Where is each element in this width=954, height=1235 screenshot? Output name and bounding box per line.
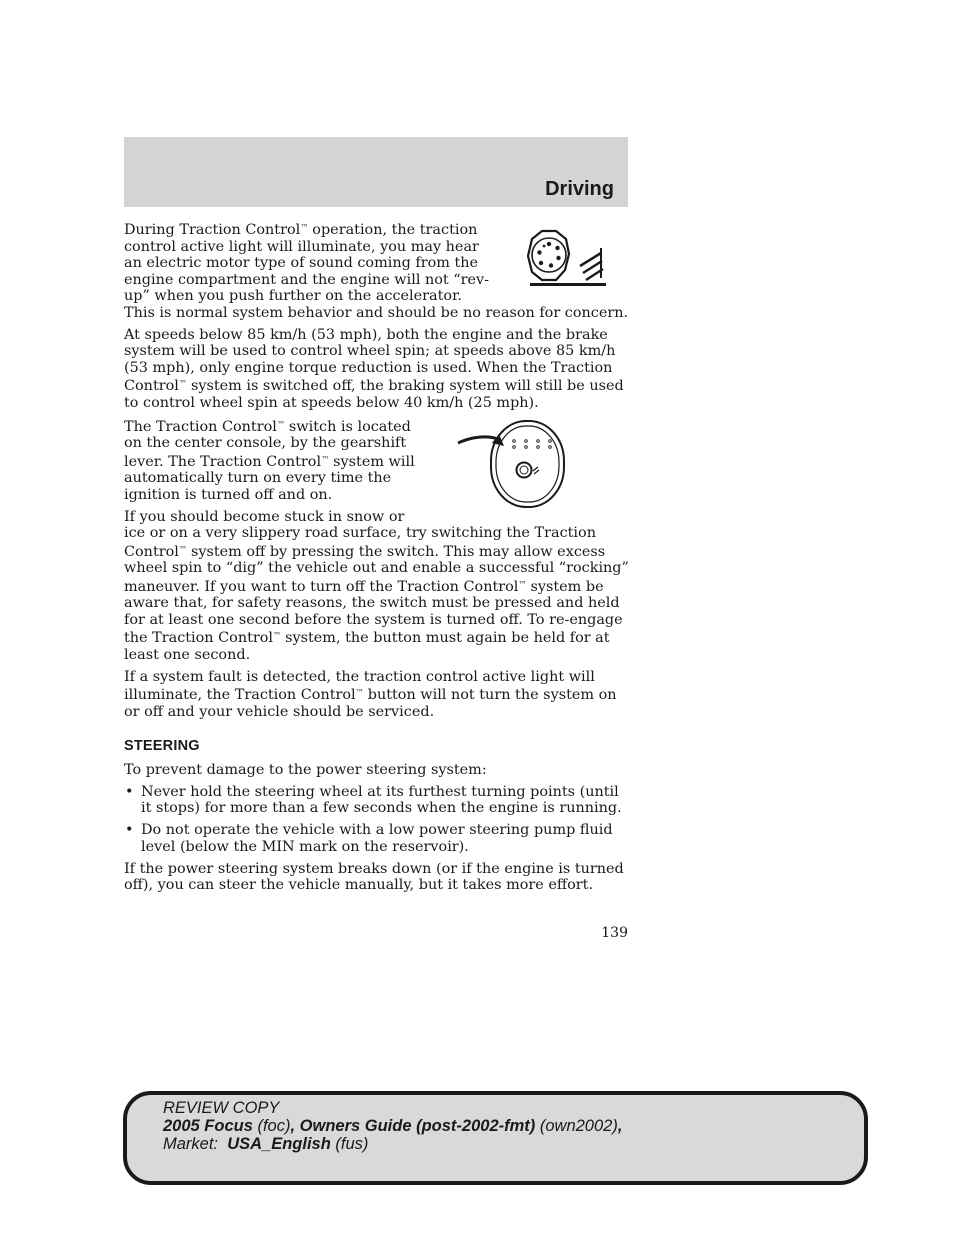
bullet: • [125, 783, 134, 800]
list-item: • Do not operate the vehicle with a low power steering pump fluid level (below the MIN mark on the reservoir). [125, 822, 613, 855]
steering-heading: STEERING [124, 738, 200, 754]
paragraph: If you should become stuck in snow or ice or on a very slippery road surface, try switching the Traction Control™ system off by pressing the switch. This may allow excess wheel spin to “dig” the vehicle out and enable a successful “rocking” maneuver. If you want to turn off the Traction Control™ system be aware that, for safety reasons, the switch must be pressed and held for at least one second before the system is turned off. To re-engage the Traction Control™ system, the button must again be held for at least one second. [124, 508, 629, 663]
traction-control-switch-location-icon [456, 417, 596, 517]
review-copy-label: REVIEW COPY [163, 1099, 280, 1117]
bullet: • [125, 822, 134, 838]
page-number: 139 [601, 925, 628, 941]
traction-control-switch-figure [430, 417, 630, 517]
review-copy-footer [123, 1091, 868, 1185]
section-title: Driving [545, 178, 614, 200]
page-content [124, 220, 630, 899]
paragraph: At speeds below 85 km/h (53 mph), both the engine and the brake system will be used to control wheel spin; at speeds above 85 km/h (53 mph), only engine torque reduction is used. When the Traction Control™ system is switched off, the braking system will still be used to control wheel spin at speeds below 40 km/h (25 mph). [124, 326, 624, 411]
paragraph: During Traction Control™ operation, the traction control active light will illuminate, you may hear an electric motor type of sound coming from the engine compartment and the engine will not “rev-up” when you push further on the accelerator. This is normal system behavior and should be no reason for concern. [124, 222, 629, 321]
traction-control-light-figure [500, 220, 630, 302]
section-header-bar [124, 137, 628, 207]
review-copy-text: REVIEW COPY 2005 Focus (foc), Owners Guide (post-2002-fmt) (own2002), Market: USA_English (fus) [163, 1099, 623, 1153]
traction-control-light-icon [522, 226, 612, 296]
steering-outro: If the power steering system breaks down (or if the engine is turned off), you can steer the vehicle manually, but it takes more effort. [124, 860, 624, 893]
steering-bullet-list [124, 784, 630, 856]
list-item: • Never hold the steering wheel at its furthest turning points (until it stops) for more than a few seconds when the engine is running. [125, 783, 622, 816]
steering-intro: To prevent damage to the power steering system: [124, 761, 487, 778]
paragraph: The Traction Control™ switch is located on the center console, by the gearshift lever. The Traction Control™ system will automatically turn on every time the ignition is turned off and on. [124, 418, 415, 503]
paragraph: If a system fault is detected, the traction control active light will illuminate, the Traction Control™ button will not turn the system on or off and your vehicle should be serviced. [124, 668, 617, 720]
